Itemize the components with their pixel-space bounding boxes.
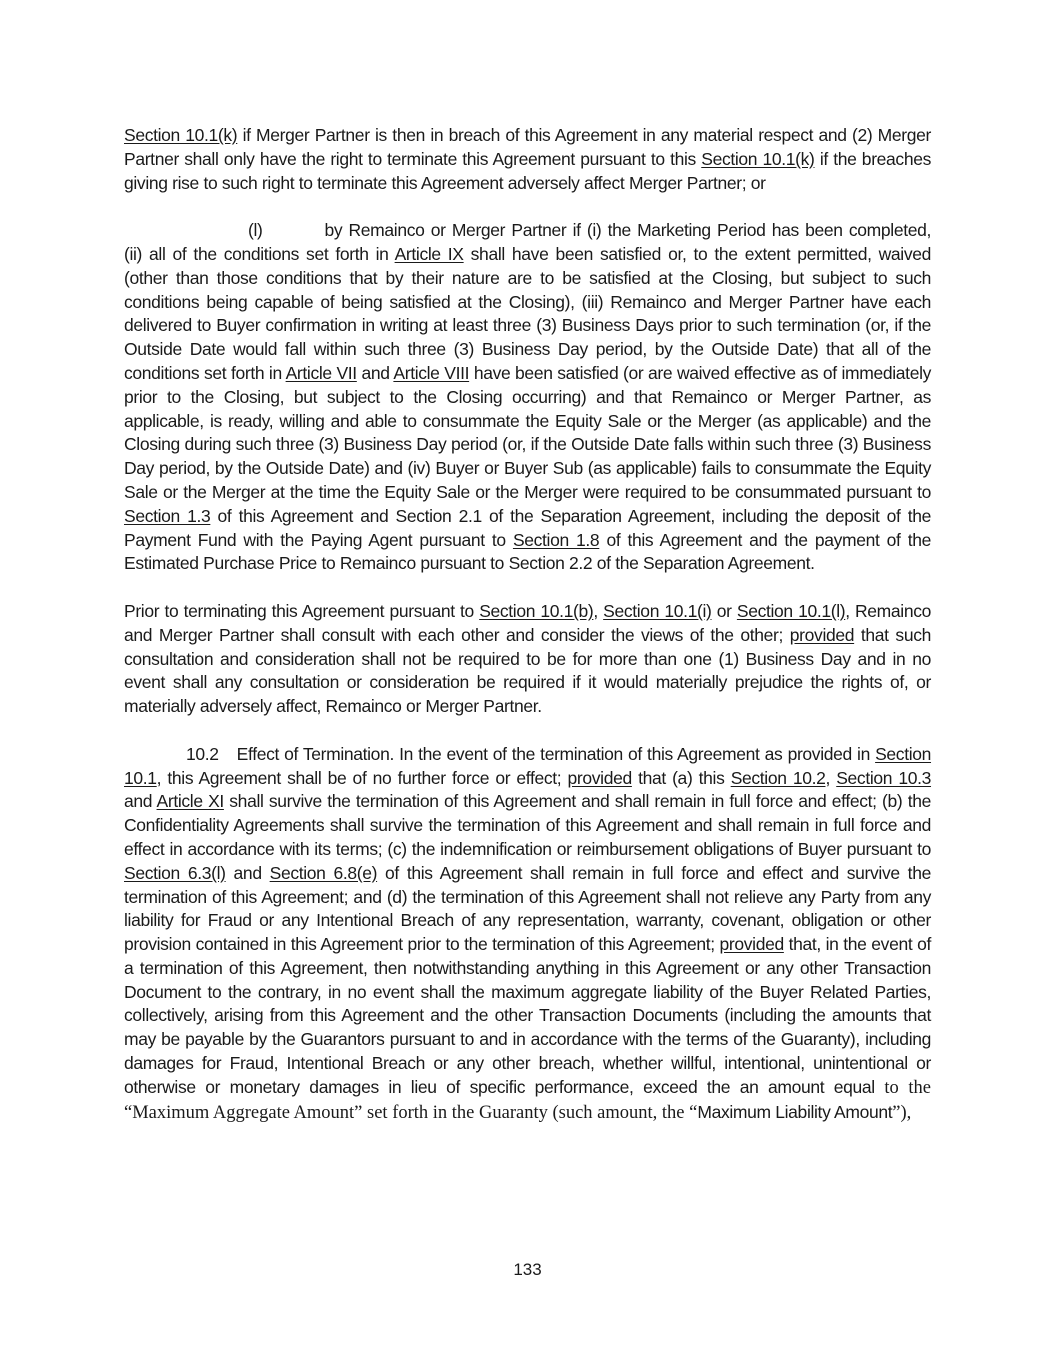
section-reference: Section 1.3 — [124, 505, 211, 526]
section-reference: Section 10.1 — [124, 743, 932, 788]
section-reference: Section 1.8 — [512, 529, 600, 550]
page-number: 133 — [513, 1260, 542, 1279]
defined-term: Maximum Liability Amount — [697, 1101, 893, 1122]
section-reference: Section 10.2 — [730, 767, 826, 788]
article-reference: Article IX — [394, 243, 464, 264]
paragraph-termination-k-continuation: Section 10.1(k) if Merger Partner is then in breach of this Agreement in any material respect and (2) Merger Partner shall only have the right to terminate this Agreement pursuant to this Section 10.1(k) if the breaches giving rise to such right to terminate this Agreement adversely affect Merger Partner; or — [124, 125, 932, 193]
serif-text-run: to the “Maximum Aggregate Amount” set forth in the Guaranty (such amount, the “ — [124, 1077, 931, 1123]
paragraph-termination-l: (l) by Remainco or Merger Partner if (i) the Marketing Period has been completed, (ii) all of the conditions set forth in Article IX shall have been satisfied or, to the extent permitted, waived (other than those conditions that by their nature are to be satisfied at the Closing, but subject to such conditions being capable of being satisfied at the Closing), (iii) Remainco and Merger Partner have each delivered to Buyer confirmation in writing at least three (3) Business Days prior to such termination (or, if the Outside Date would fall within such three (3) Business Day period, by the Outside Date) that all of the conditions set forth in Article VII and Article VIII have been satisfied (or are waived effective as of immediately prior to the Closing, but subject to the Closing occurring) and that Remainco or Merger Partner, as applicable, is ready, willing and able to consummate the Equity Sale or the Merger (as applicable) and the Closing during such three (3) Business Day period (or, if the Outside Date falls within such three (3) Business Day period, by the Outside Date) and (iv) Buyer or Buyer Sub (as applicable) fails to consummate the Equity Sale or the Merger at the time the Equity Sale or the Merger were required to be consummated pursuant to Section 1.3 of this Agreement and Section 2.1 of the Separation Agreement, including the deposit of the Payment Fund with the Paying Agent pursuant to Section 1.8 of this Agreement and the payment of the Estimated Purchase Price to Remainco pursuant to Section 2.2 of the Separation Agreement. — [124, 220, 932, 574]
proviso-term: provided — [789, 624, 855, 645]
serif-text-run: ”), — [892, 1102, 912, 1123]
section-reference: Section 10.1(l) — [736, 600, 846, 621]
section-reference: Section 10.3 — [836, 767, 932, 788]
section-reference: Section 10.1(k) — [701, 148, 815, 169]
proviso-term: provided — [719, 934, 784, 955]
paragraph-consultation: Prior to terminating this Agreement pursuant to Section 10.1(b), Section 10.1(i) or Section 10.1(l), Remainco and Merger Partner shall consult with each other and consider the views of the other; provided that such consultation and consideration shall not be required to be for more than one (1) Business Day and in no event shall any consultation or consideration be required if it would materially prejudice the rights of, or materially adversely affect, Remainco or Merger Partner. — [124, 600, 931, 717]
section-reference: Section 6.8(e) — [269, 862, 378, 883]
section-number: 10.2 — [186, 743, 219, 764]
article-reference: Article XI — [156, 791, 224, 812]
section-reference: Section 10.1(b) — [479, 600, 594, 621]
proviso-term: provided — [567, 767, 632, 788]
page-body — [124, 124, 931, 1125]
clause-label: (l) — [248, 220, 263, 241]
article-reference: Article VII — [285, 362, 357, 383]
section-reference: Section 10.1(k) — [124, 125, 238, 145]
section-heading: Effect of Termination. — [236, 743, 394, 764]
section-reference: Section 6.3(l) — [124, 862, 226, 883]
paragraph-effect-of-termination: 10.2 Effect of Termination. In the event of the termination of this Agreement as provided in Section 10.1, this Agreement shall be of no further force or effect; provided that (a) this Section 10.2, Section 10.3 and Article XI shall survive the termination of this Agreement and shall remain in full force and effect; (b) the Confidentiality Agreements shall survive the termination of this Agreement and shall remain in full force and effect in accordance with its terms; (c) the indemnification or reimbursement obligations of Buyer pursuant to Section 6.3(l) and Section 6.8(e) of this Agreement shall remain in full force and effect and survive the termination of this Agreement; and (d) the termination of this Agreement shall not relieve any Party from any liability for Fraud or any Intentional Breach of any representation, warranty, covenant, obligation or other provision contained in this Agreement prior to the termination of this Agreement; provided that, in the event of a termination of this Agreement, then notwithstanding anything in this Agreement or any other Transaction Document to the contrary, in no event shall the maximum aggregate liability of the Buyer Related Parties, collectively, arising from this Agreement and the other Transaction Documents (including the amounts that may be payable by the Guarantors pursuant to and in accordance with the terms of the Guaranty), including damages for Fraud, Intentional Breach or any other breach, whether willful, intentional, unintentional or otherwise or monetary damages in lieu of specific performance, exceed the an amount equal to the “Maximum Aggregate Amount” set forth in the Guaranty (such amount, the “Maximum Liability Amount”), — [124, 743, 932, 1123]
article-reference: Article VIII — [393, 362, 470, 383]
section-reference: Section 10.1(i) — [603, 600, 712, 621]
